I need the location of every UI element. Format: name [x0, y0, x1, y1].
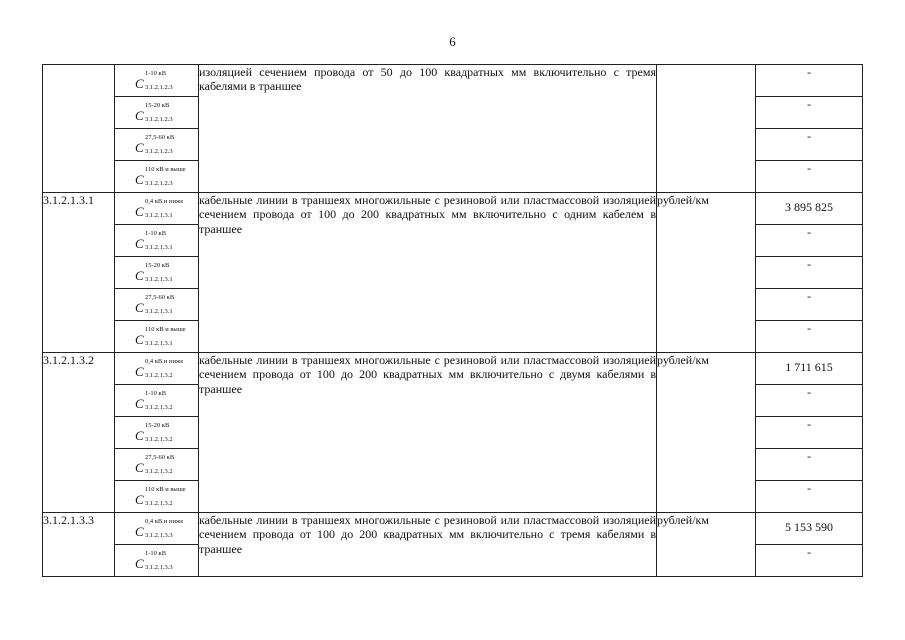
tariff-symbol: [115, 289, 198, 320]
rate-value: -: [756, 65, 863, 97]
symbol-letter: C: [135, 556, 144, 571]
section-code: 3.1.2.1.3.3: [43, 513, 115, 577]
tariff-symbol: [115, 481, 198, 512]
rate-value: -: [756, 481, 863, 513]
rate-value: 3 895 825: [756, 193, 863, 225]
rate-value: -: [756, 257, 863, 289]
tariff-symbol-cell: [115, 161, 199, 193]
code-subscript: 3.1.2.1.3.1: [145, 212, 173, 219]
tariff-symbol: [115, 225, 198, 256]
table-row: [43, 193, 863, 225]
section-description: кабельные линии в траншеях многожильные с резиновой или пластмассовой изоляцией сечением провода от 100 до 200 квадратных мм включительно с двумя кабелями в траншее: [199, 353, 657, 513]
rate-value: -: [756, 161, 863, 193]
tariff-symbol-cell: [115, 193, 199, 225]
rate-value: -: [756, 97, 863, 129]
symbol-letter: C: [135, 332, 144, 347]
tariff-symbol-cell: [115, 417, 199, 449]
symbol-letter: C: [135, 108, 144, 123]
voltage-superscript: 0,4 кВ и ниже: [145, 198, 184, 205]
tariff-symbol: [115, 545, 198, 576]
tariff-symbol: [115, 65, 198, 96]
code-subscript: 3.1.2.1.3.2: [145, 468, 173, 475]
table-row: [43, 513, 863, 545]
rate-value: -: [756, 417, 863, 449]
symbol-letter: C: [135, 428, 144, 443]
section-description: изоляцией сечением провода от 50 до 100 квадратных мм включительно с тремя кабелями в траншее: [199, 65, 657, 193]
symbol-letter: C: [135, 396, 144, 411]
rate-value: -: [756, 449, 863, 481]
code-subscript: 3.1.2.1.3.1: [145, 276, 173, 283]
table-row: [43, 65, 863, 97]
code-subscript: 3.1.2.1.3.3: [145, 564, 173, 571]
unit-cell: рублей/км: [657, 353, 756, 513]
code-subscript: 3.1.2.1.2.3: [145, 148, 173, 155]
rate-value: -: [756, 545, 863, 577]
tariff-symbol-cell: [115, 321, 199, 353]
rate-value: 5 153 590: [756, 513, 863, 545]
page-number: 6: [449, 34, 456, 49]
code-subscript: 3.1.2.1.3.1: [145, 308, 173, 315]
symbol-letter: C: [135, 460, 144, 475]
unit-cell: рублей/км: [657, 513, 756, 577]
symbol-letter: C: [135, 268, 144, 283]
voltage-superscript: 27,5-60 кВ: [145, 134, 175, 141]
symbol-letter: C: [135, 140, 144, 155]
code-subscript: 3.1.2.1.3.2: [145, 436, 173, 443]
code-subscript: 3.1.2.1.2.3: [145, 84, 173, 91]
symbol-letter: C: [135, 172, 144, 187]
symbol-letter: C: [135, 236, 144, 251]
unit-cell: [657, 65, 756, 193]
tariff-symbol: [115, 417, 198, 448]
tariff-symbol-cell: [115, 225, 199, 257]
rate-value: -: [756, 321, 863, 353]
section-description: кабельные линии в траншеях многожильные с резиновой или пластмассовой изоляцией сечением провода от 100 до 200 квадратных мм включительно с одним кабелем в траншее: [199, 193, 657, 353]
unit-cell: рублей/км: [657, 193, 756, 353]
rate-value: 1 711 615: [756, 353, 863, 385]
code-subscript: 3.1.2.1.2.3: [145, 116, 173, 123]
symbol-letter: C: [135, 492, 144, 507]
voltage-superscript: 15-20 кВ: [145, 422, 170, 429]
tariff-symbol: [115, 353, 198, 384]
symbol-letter: C: [135, 204, 144, 219]
tariff-symbol: [115, 129, 198, 160]
voltage-superscript: 1-10 кВ: [145, 230, 167, 237]
symbol-letter: C: [135, 300, 144, 315]
tariff-symbol-cell: [115, 513, 199, 545]
voltage-superscript: 0,4 кВ и ниже: [145, 518, 184, 525]
symbol-letter: C: [135, 524, 144, 539]
voltage-superscript: 1-10 кВ: [145, 70, 167, 77]
tariff-symbol-cell: [115, 353, 199, 385]
tariff-symbol-cell: [115, 65, 199, 97]
symbol-letter: C: [135, 76, 144, 91]
tariff-symbol-cell: [115, 129, 199, 161]
voltage-superscript: 1-10 кВ: [145, 390, 167, 397]
tariff-symbol-cell: [115, 449, 199, 481]
tariff-symbol: [115, 449, 198, 480]
voltage-superscript: 110 кВ и выше: [145, 326, 186, 333]
rate-value: -: [756, 289, 863, 321]
symbol-letter: C: [135, 364, 144, 379]
rate-value: -: [756, 385, 863, 417]
code-subscript: 3.1.2.1.3.1: [145, 244, 173, 251]
tariff-table-body: [43, 65, 863, 577]
section-code: 3.1.2.1.3.2: [43, 353, 115, 513]
code-subscript: 3.1.2.1.2.3: [145, 180, 173, 187]
section-code: 3.1.2.1.3.1: [43, 193, 115, 353]
tariff-symbol-cell: [115, 545, 199, 577]
rate-value: -: [756, 129, 863, 161]
table-row: [43, 353, 863, 385]
voltage-superscript: 15-20 кВ: [145, 102, 170, 109]
voltage-superscript: 110 кВ и выше: [145, 166, 186, 173]
code-subscript: 3.1.2.1.3.2: [145, 372, 173, 379]
voltage-superscript: 1-10 кВ: [145, 550, 167, 557]
tariff-symbol-cell: [115, 481, 199, 513]
tariff-symbol-cell: [115, 257, 199, 289]
tariff-symbol: [115, 161, 198, 192]
rate-value: -: [756, 225, 863, 257]
tariff-symbol: [115, 97, 198, 128]
section-code: [43, 65, 115, 193]
voltage-superscript: 27,5-60 кВ: [145, 454, 175, 461]
tariff-symbol: [115, 513, 198, 544]
code-subscript: 3.1.2.1.3.3: [145, 532, 173, 539]
code-subscript: 3.1.2.1.3.2: [145, 500, 173, 507]
voltage-superscript: 27,5-60 кВ: [145, 294, 175, 301]
section-description: кабельные линии в траншеях многожильные с резиновой или пластмассовой изоляцией сечением провода от 100 до 200 квадратных мм включительно с тремя кабелями в траншее: [199, 513, 657, 577]
tariff-symbol-cell: [115, 385, 199, 417]
code-subscript: 3.1.2.1.3.2: [145, 404, 173, 411]
tariff-symbol: [115, 385, 198, 416]
tariff-symbol: [115, 321, 198, 352]
voltage-superscript: 15-20 кВ: [145, 262, 170, 269]
tariff-symbol-cell: [115, 97, 199, 129]
tariff-symbol-cell: [115, 289, 199, 321]
tariff-symbol: [115, 257, 198, 288]
voltage-superscript: 0,4 кВ и ниже: [145, 358, 184, 365]
voltage-superscript: 110 кВ и выше: [145, 486, 186, 493]
code-subscript: 3.1.2.1.3.1: [145, 340, 173, 347]
tariff-table: [42, 64, 863, 577]
tariff-symbol: [115, 193, 198, 224]
